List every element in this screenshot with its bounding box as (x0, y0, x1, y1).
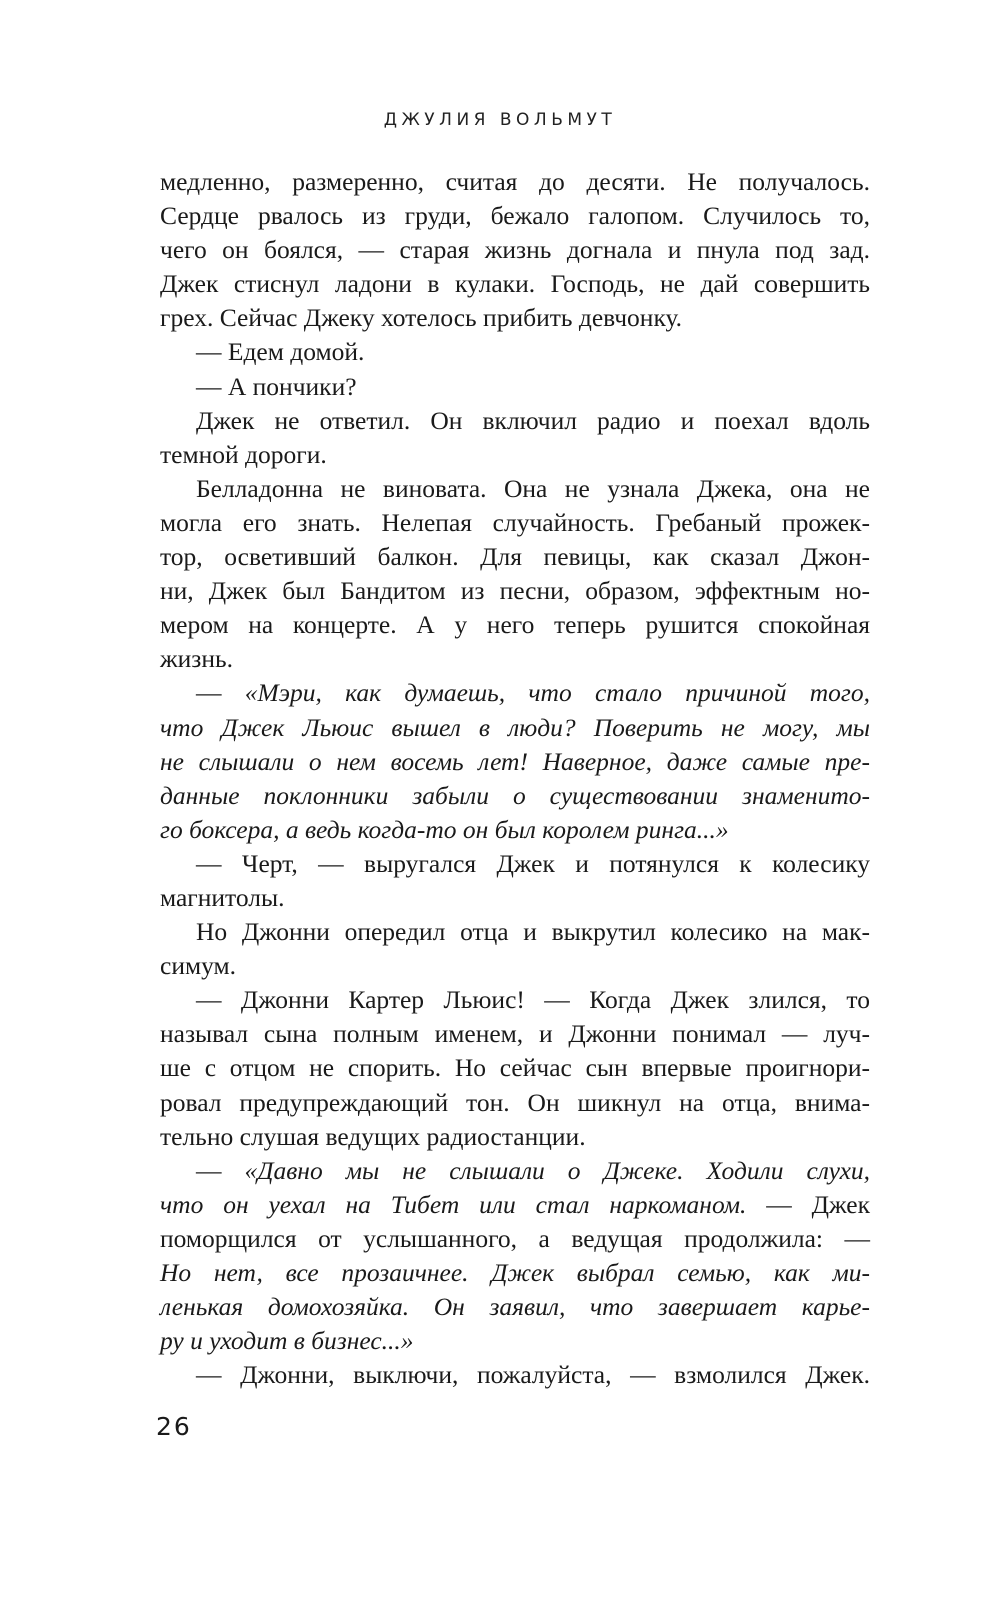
radio-quote-line: ленькая домохозяйка. Он заявил, что завершает карье- (160, 1292, 870, 1322)
text-line: магнитолы. (160, 882, 285, 912)
italic-quote: «Давно мы не слышали о Джеке. Ходили слухи, (244, 1155, 871, 1185)
paragraph-start-line: Белладонна не виновата. Она не узнала Джека, она не (196, 473, 870, 503)
dash: — (196, 1155, 245, 1185)
dialogue-line: — Черт, — выругался Джек и потянулся к колесику (196, 848, 870, 878)
dialogue-line: — А пончики? (196, 371, 357, 401)
text-line: темной дороги. (160, 439, 327, 469)
dialogue-line: — Едем домой. (196, 337, 365, 367)
text-line: ше с отцом не спорить. Но сейчас сын впервые проигнори- (160, 1053, 870, 1083)
text-line: ни, Джек был Бандитом из песни, образом, эффектным но- (160, 576, 870, 606)
radio-quote-line (160, 1154, 870, 1188)
text-line: грех. Сейчас Джеку хотелось прибить девчонку. (160, 303, 683, 333)
text-line: Сердце рвалось из груди, бежало галопом. Случилось то, (160, 201, 870, 231)
running-header: ДЖУЛИЯ ВОЛЬМУТ (383, 110, 617, 130)
dash: — (196, 678, 245, 708)
text-line: симум. (160, 951, 237, 981)
dialogue-line: — Джонни, выключи, пожалуйста, — взмолился Джек. (196, 1360, 870, 1390)
text-line: поморщился от услышанного, а ведущая продолжила: — (160, 1223, 870, 1253)
radio-quote-line: данные поклонники забыли о существовании знаменито- (160, 780, 870, 810)
italic-quote: «Мэри, как думаешь, что стало причиной того, (244, 678, 870, 708)
text-line: мером на концерте. А у него теперь рушится спокойная (160, 610, 870, 640)
text-line: тор, осветивший балкон. Для певицы, как сказал Джон- (160, 542, 870, 572)
radio-quote-line: го боксера, а ведь когда-то он был королем ринга...» (160, 814, 729, 844)
radio-quote-line: что Джек Льюис вышел в люди? Поверить не могу, мы (160, 712, 870, 742)
text-line: жизнь. (160, 644, 233, 674)
dialogue-line: — Джонни Картер Льюис! — Когда Джек злился, то (196, 985, 870, 1015)
page-number: 26 (156, 1412, 192, 1441)
text-line: чего он боялся, — старая жизнь догнала и пнула под зад. (160, 235, 870, 265)
text-line: могла его знать. Нелепая случайность. Гребаный прожек- (160, 507, 870, 537)
paragraph-start-line: Но Джонни опередил отца и выкрутил колесико на мак- (196, 917, 870, 947)
radio-quote-line (160, 1188, 870, 1222)
text-line: ровал предупреждающий тон. Он шикнул на отца, внима- (160, 1087, 870, 1117)
text-line: медленно, размеренно, считая до десяти. Не получалось. (160, 167, 870, 196)
text-line: Джек стиснул ладони в кулаки. Господь, не дай совершить (160, 269, 870, 299)
narration: — Джек (746, 1189, 870, 1219)
radio-quote-line: Но нет, все прозаичнее. Джек выбрал семью, как ми- (160, 1258, 870, 1287)
paragraph-start-line: Джек не ответил. Он включил радио и поехал вдоль (196, 405, 870, 435)
radio-quote-line: ру и уходит в бизнес...» (160, 1326, 414, 1356)
text-line: называл сына полным именем, и Джонни понимал — луч- (160, 1019, 870, 1049)
radio-quote-line (160, 676, 870, 710)
page-body-text (160, 165, 870, 1392)
italic-quote: что он уехал на Тибет или стал наркоманом. (160, 1189, 747, 1219)
radio-quote-line: не слышали о нем восемь лет! Наверное, даже самые пре- (160, 746, 870, 776)
text-line: тельно слушая ведущих радиостанции. (160, 1121, 586, 1151)
